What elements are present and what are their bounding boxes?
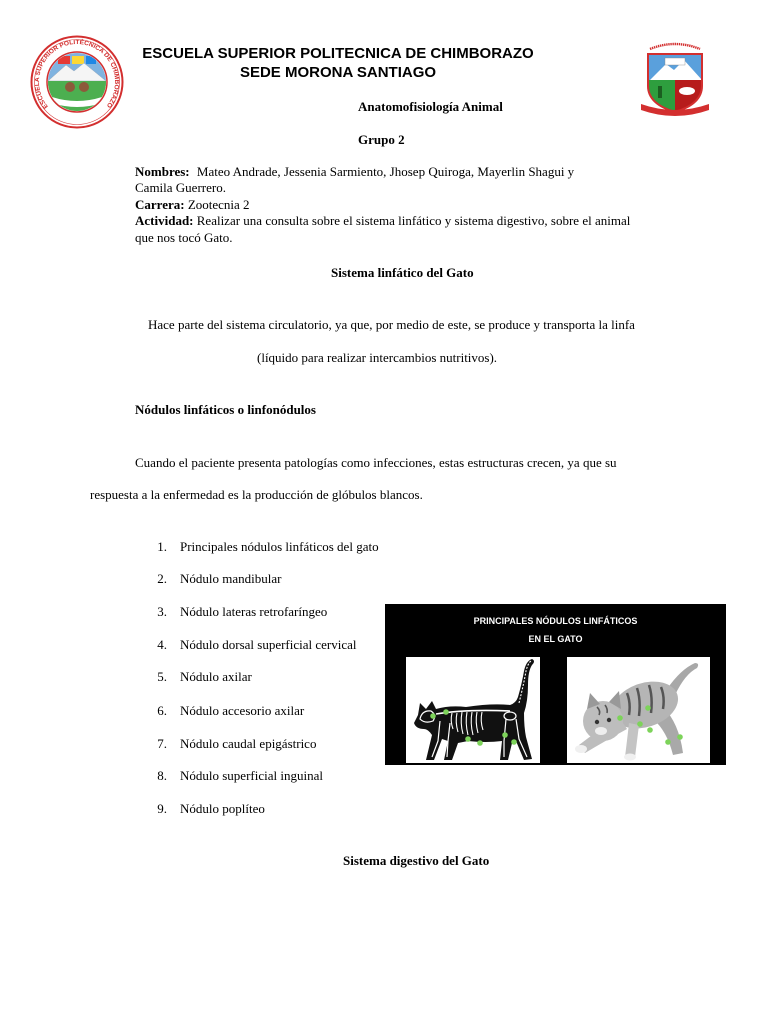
activity-line: [135, 213, 630, 229]
list-text: Nódulo lateras retrofaríngeo: [180, 604, 328, 619]
list-number: 3.: [157, 604, 167, 619]
activity-value: Realizar una consulta sobre el sistema linfático y sistema digestivo, sobre el animal: [196, 213, 631, 228]
kitten-eye: [595, 720, 599, 724]
list-text: Nódulo dorsal superficial cervical: [180, 637, 357, 652]
career-line: [135, 197, 250, 213]
faculty-shield-logo: [638, 38, 712, 122]
list-number: 1.: [157, 539, 167, 554]
emblem-figure: [65, 82, 75, 92]
names-label: Nombres:: [135, 164, 190, 179]
list-item: [145, 801, 265, 817]
career-value: Zootecnia 2: [187, 197, 250, 212]
names-line: [135, 164, 574, 181]
list-text: Nódulo mandibular: [180, 571, 282, 586]
digestive-section-title: Sistema digestivo del Gato: [343, 853, 490, 868]
shield-animal: [679, 87, 695, 95]
kitten-eye: [607, 718, 611, 722]
list-item: [145, 604, 327, 620]
lymph-node-marker: [617, 715, 623, 721]
list-text: Nódulo accesorio axilar: [180, 703, 305, 718]
lymph-node-marker: [665, 739, 671, 745]
list-number: 2.: [157, 571, 167, 586]
kitten-muzzle: [595, 727, 607, 735]
list-text: Nódulo poplíteo: [180, 801, 265, 816]
list-item: [145, 703, 304, 719]
list-text: Nódulo superficial inguinal: [180, 768, 323, 783]
list-item: [145, 637, 357, 653]
list-item: [145, 736, 316, 752]
kitten-image: [567, 657, 710, 763]
names-line-continued: Camila Guerrero.: [135, 180, 226, 195]
list-text: Nódulo caudal epigástrico: [180, 736, 317, 751]
kitten-paw: [624, 754, 636, 761]
espoch-seal-logo: [30, 35, 124, 129]
shield-plant: [658, 86, 662, 98]
shield-emblem: [648, 54, 702, 114]
lymph-node-marker: [677, 734, 683, 740]
kitten-paw: [575, 745, 587, 753]
lymph-node-marker: [637, 721, 643, 727]
lymph-node-marker: [465, 736, 471, 742]
campus-name: SEDE MORONA SANTIAGO: [239, 64, 437, 81]
list-text: Principales nódulos linfáticos del gato: [180, 539, 379, 554]
names-value: Mateo Andrade, Jessenia Sarmiento, Jhosep Quiroga, Mayerlin Shagui y: [196, 164, 575, 179]
list-item: [145, 539, 379, 555]
figure-title-line-1: PRINCIPALES NÓDULOS LINFÁTICOS: [473, 616, 638, 626]
lymphatic-section-title: Sistema linfático del Gato: [331, 265, 474, 280]
seal-text-path: ESCUELA SUPERIOR POLITÉCNICA DE CHIMBORAZO: [33, 38, 121, 110]
emblem-figure: [79, 82, 89, 92]
lymph-node-marker: [443, 709, 449, 715]
nodes-subsection-title: Nódulos linfáticos o linfonódulos: [135, 402, 316, 417]
activity-line-continued: que nos tocó Gato.: [135, 230, 233, 245]
lymph-node-marker: [645, 705, 651, 711]
lymph-node-marker: [647, 727, 653, 733]
group-title: Grupo 2: [358, 132, 405, 147]
list-item: [145, 669, 252, 685]
list-number: 8.: [157, 768, 167, 783]
lymphatic-intro-line-2: (líquido para realizar intercambios nutritivos).: [257, 350, 498, 365]
emblem-flag-yellow: [72, 56, 84, 64]
subject-title: Anatomofisiología Animal: [358, 99, 503, 114]
nodes-paragraph-line-2: respuesta a la enfermedad es la producción de glóbulos blancos.: [90, 487, 423, 502]
list-number: 9.: [157, 801, 167, 816]
shield-top-banner: [650, 44, 700, 49]
list-text: Nódulo axilar: [180, 669, 252, 684]
cat-skeleton-image: [406, 657, 540, 763]
lymph-nodes-figure: [385, 604, 726, 765]
list-item: [145, 768, 323, 784]
figure-title-line-2: EN EL GATO: [528, 634, 583, 644]
lymph-node-marker: [430, 713, 436, 719]
institution-name: ESCUELA SUPERIOR POLITECNICA DE CHIMBORAZO: [142, 45, 534, 62]
list-number: 5.: [157, 669, 167, 684]
shield-label-box: [665, 58, 685, 65]
list-number: 7.: [157, 736, 167, 751]
lymph-node-marker: [511, 739, 517, 745]
career-label: Carrera:: [135, 197, 185, 212]
list-number: 6.: [157, 703, 167, 718]
list-item: [145, 571, 281, 587]
nodes-paragraph-line-1: Cuando el paciente presenta patologías como infecciones, estas estructuras crecen, ya que su: [135, 455, 617, 470]
lymph-node-marker: [477, 740, 483, 746]
lymph-node-marker: [502, 732, 508, 738]
activity-label: Actividad:: [135, 213, 194, 228]
lymphatic-intro-line-1: Hace parte del sistema circulatorio, ya que, por medio de este, se produce y transporta la linfa: [148, 317, 635, 332]
list-number: 4.: [157, 637, 167, 652]
